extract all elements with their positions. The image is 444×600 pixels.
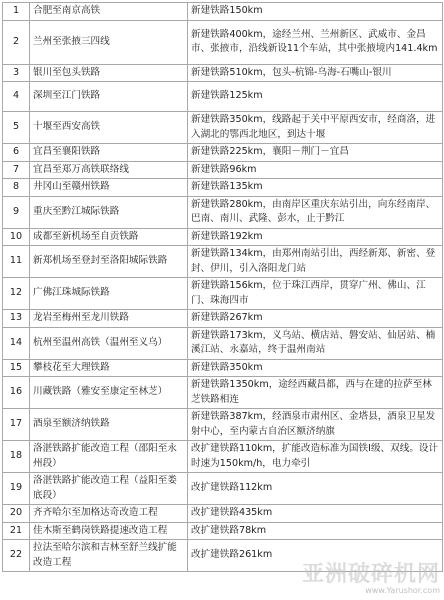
table-row <box>3 196 443 228</box>
row-number: 19 <box>3 473 30 505</box>
table-row <box>3 246 443 278</box>
project-description: 新建铁路350km，线路起于关中平原西安市，经商洛，进入湖北的鄂西北地区，到达十堰 <box>188 112 443 144</box>
project-name: 重庆至黔江城际铁路 <box>30 196 188 228</box>
table-row <box>3 310 443 328</box>
watermark-logo-text: 亚洲破碎机网 <box>301 562 440 587</box>
table-row <box>3 112 443 144</box>
project-description: 新建铁路267km <box>188 310 443 328</box>
table-row <box>3 144 443 162</box>
project-name: 拉法至哈尔滨和吉林至舒兰线扩能改造工程 <box>30 540 188 572</box>
project-name: 酒泉至额济纳铁路 <box>30 409 188 441</box>
project-name: 龙岩至梅州至龙川铁路 <box>30 310 188 328</box>
project-name: 银川至包头铁路 <box>30 64 188 82</box>
table-row <box>3 473 443 505</box>
table-row <box>3 540 443 572</box>
table-row <box>3 409 443 441</box>
watermark-url: www.Yarushor.com <box>365 586 440 595</box>
project-description: 新建铁路510km，包头-杭锦-乌海-石嘴山-银川 <box>188 64 443 82</box>
row-number: 13 <box>3 310 30 328</box>
table-row <box>3 3 443 21</box>
railway-project-table <box>2 2 443 572</box>
project-name: 洛湛铁路扩能改造工程（益阳至娄底段） <box>30 473 188 505</box>
table-row <box>3 522 443 540</box>
project-description: 改扩建铁路261km <box>188 540 443 572</box>
project-description: 改扩建铁路112km <box>188 473 443 505</box>
project-description: 新建铁路96km <box>188 161 443 179</box>
project-name: 广佛江珠城际铁路 <box>30 278 188 310</box>
row-number: 20 <box>3 505 30 523</box>
row-number: 2 <box>3 20 30 64</box>
project-description: 新建铁路387km，经酒泉市肃州区、金塔县，酒泉卫星发射中心，至内蒙古自治区额济纳旗 <box>188 409 443 441</box>
row-number: 11 <box>3 246 30 278</box>
project-description: 新建铁路350km <box>188 359 443 377</box>
project-name: 齐齐哈尔至加格达奇改造工程 <box>30 505 188 523</box>
row-number: 14 <box>3 327 30 359</box>
project-description: 新建铁路192km <box>188 228 443 246</box>
project-name: 宜昌至郑万高铁联络线 <box>30 161 188 179</box>
project-description: 新建铁路125km <box>188 82 443 112</box>
table-row <box>3 441 443 473</box>
project-name: 攀枝花至大理铁路 <box>30 359 188 377</box>
project-description: 新建铁路173km，义乌站、横店站、磐安站、仙居站、楠溪江站、永嘉站，终于温州南站 <box>188 327 443 359</box>
table-row <box>3 64 443 82</box>
project-description: 改扩建铁路110km，扩能改造标准为国铁Ⅰ级、双线。设计时速为150km/h，电力牵引 <box>188 441 443 473</box>
project-name: 新郑机场至登封至洛阳城际铁路 <box>30 246 188 278</box>
row-number: 10 <box>3 228 30 246</box>
table-row <box>3 327 443 359</box>
project-name: 佳木斯至鹤岗铁路提速改造工程 <box>30 522 188 540</box>
project-description: 新建铁路134km，由郑州南站引出，西经新郑、新密、登封、伊川，引入洛阳龙门站 <box>188 246 443 278</box>
table-row <box>3 20 443 64</box>
table-row <box>3 228 443 246</box>
row-number: 17 <box>3 409 30 441</box>
row-number: 3 <box>3 64 30 82</box>
project-description: 新建铁路280km，由南岸区重庆东站引出，向东经南岸、巴南、南川、武隆、彭水，止于黔江 <box>188 196 443 228</box>
project-name: 宜昌至襄阳铁路 <box>30 144 188 162</box>
table-body <box>3 3 443 572</box>
project-name: 合肥至南京高铁 <box>30 3 188 21</box>
project-name: 杭州至温州高铁（温州至义乌） <box>30 327 188 359</box>
table-row <box>3 377 443 409</box>
row-number: 1 <box>3 3 30 21</box>
row-number: 12 <box>3 278 30 310</box>
row-number: 8 <box>3 179 30 197</box>
row-number: 5 <box>3 112 30 144</box>
project-description: 新建铁路150km <box>188 3 443 21</box>
row-number: 7 <box>3 161 30 179</box>
row-number: 16 <box>3 377 30 409</box>
row-number: 9 <box>3 196 30 228</box>
table-row <box>3 278 443 310</box>
project-name: 成都至新机场至自贡铁路 <box>30 228 188 246</box>
project-name: 洛湛铁路扩能改造工程（邵阳至永州段） <box>30 441 188 473</box>
project-description: 改扩建铁路78km <box>188 522 443 540</box>
table-row <box>3 161 443 179</box>
table-row <box>3 359 443 377</box>
project-name: 十堰至西安高铁 <box>30 112 188 144</box>
project-description: 新建铁路400km，途经兰州、兰州新区、武威市、金昌市、张掖市，沿线新设11个车站，其中张掖境内141.4km <box>188 20 443 64</box>
table-row <box>3 179 443 197</box>
table-row <box>3 505 443 523</box>
row-number: 18 <box>3 441 30 473</box>
row-number: 15 <box>3 359 30 377</box>
project-name: 川藏铁路（雅安至康定至林芝） <box>30 377 188 409</box>
project-description: 改扩建铁路435km <box>188 505 443 523</box>
project-description: 新建铁路135km <box>188 179 443 197</box>
project-description: 新建铁路1350km，途经西藏昌都，西与在建的拉萨至林芝铁路相连 <box>188 377 443 409</box>
project-description: 新建铁路156km，位于珠江西岸，贯穿广州、佛山、江门、珠海四市 <box>188 278 443 310</box>
project-name: 深圳至江门铁路 <box>30 82 188 112</box>
row-number: 4 <box>3 82 30 112</box>
table-row <box>3 82 443 112</box>
project-description: 新建铁路225km，襄阳－荆门－宜昌 <box>188 144 443 162</box>
row-number: 21 <box>3 522 30 540</box>
row-number: 22 <box>3 540 30 572</box>
row-number: 6 <box>3 144 30 162</box>
project-name: 兰州至张掖三四线 <box>30 20 188 64</box>
project-name: 井冈山至赣州铁路 <box>30 179 188 197</box>
